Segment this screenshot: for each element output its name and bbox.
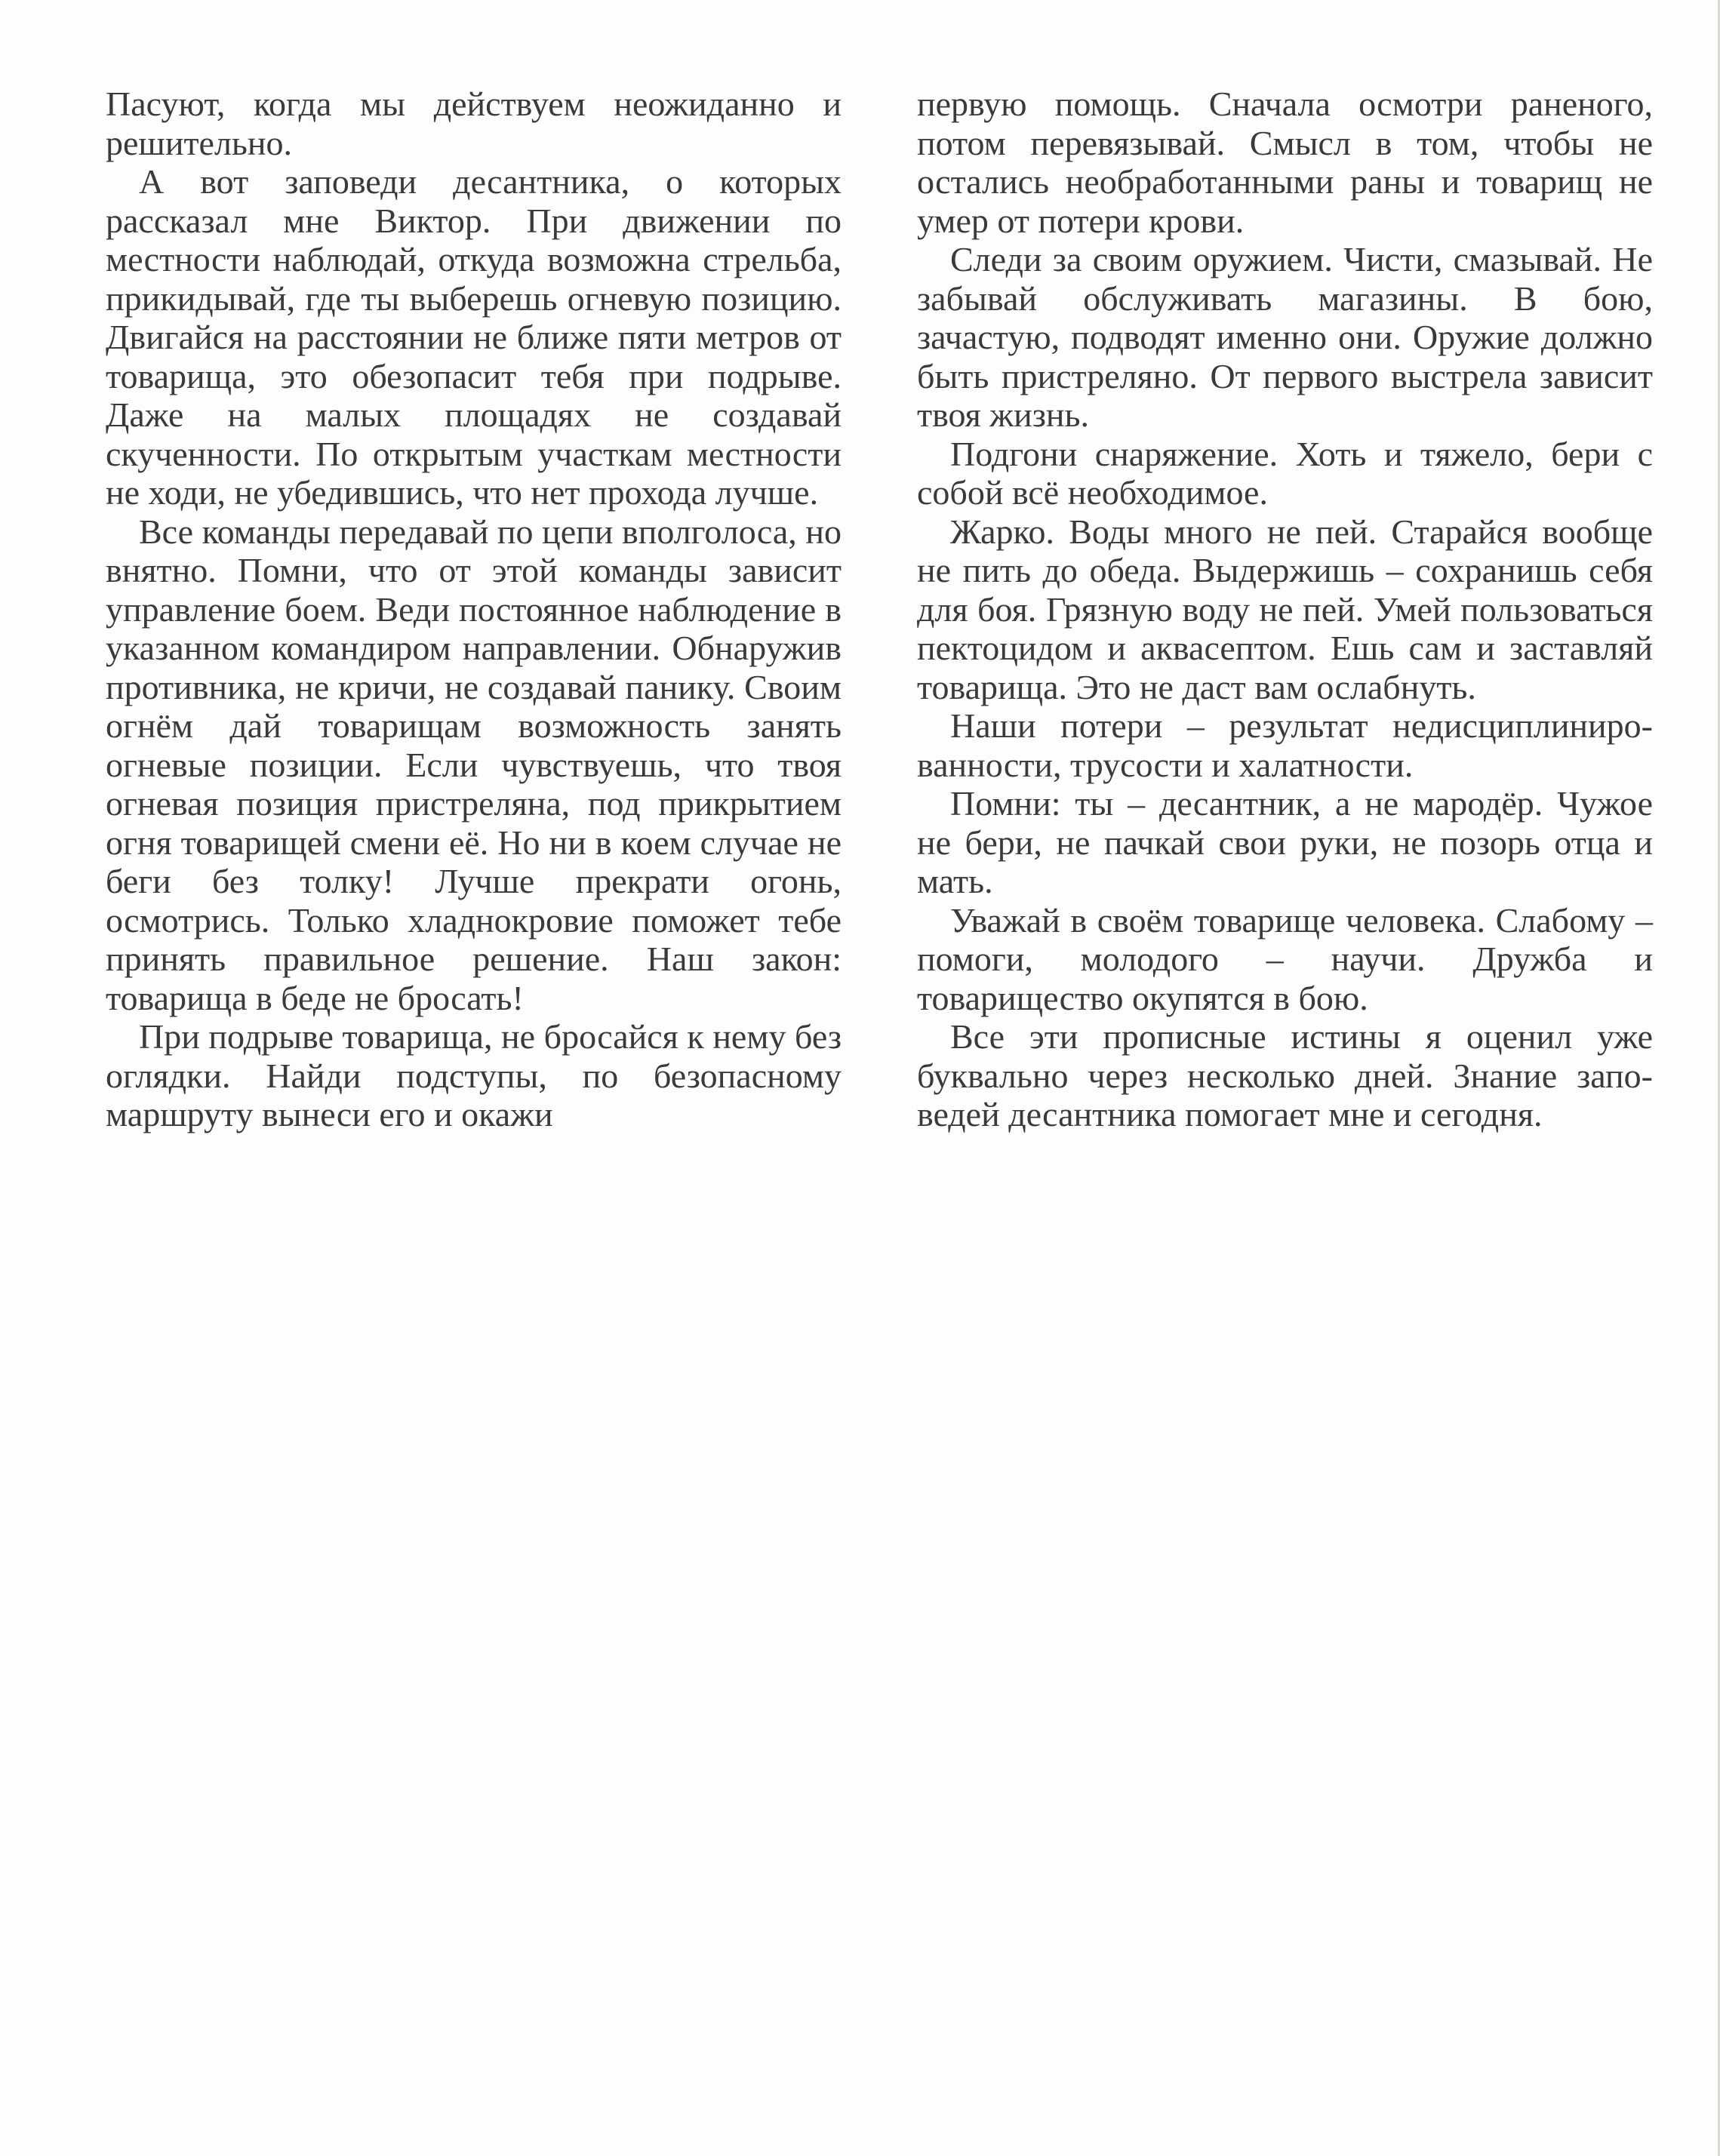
paragraph: При подрыве товарища, не бросайся к нему без оглядки. Найди подступы, по безопасному маршруту вынеси его и окажи — [106, 1017, 842, 1133]
paragraph: Следи за своим оружием. Чисти, смазывай. Не забывай обслуживать магазины. В бою, зачастую, подводят именно они. Оружие должно быть пристреляно. От первого выстрела зависит твоя жизнь. — [917, 240, 1653, 434]
left-column — [106, 85, 842, 1134]
paragraph: Подгони снаряжение. Хоть и тяжело, бери с собой всё необходимое. — [917, 434, 1653, 512]
paragraph: Жарко. Воды много не пей. Старайся вообще не пить до обеда. Выдержишь – сохранишь себя для боя. Грязную воду не пей. Умей пользоваться пектоцидом и аквасептом. Ешь сам и заставляй товарища. Это не даст вам ослабнуть. — [917, 512, 1653, 706]
paragraph: Пасуют, когда мы действуем неожиданно и решительно. — [106, 85, 842, 162]
paragraph: Помни: ты – десантник, а не мародёр. Чужое не бери, не пачкай свои руки, не позорь отца и мать. — [917, 784, 1653, 900]
paragraph: первую помощь. Сначала осмотри раненого, потом перевязывай. Смысл в том, чтобы не остались необработанными раны и товарищ не умер от потери крови. — [917, 85, 1653, 240]
paragraph: А вот заповеди десантника, о которых рассказал мне Виктор. При движении по местности наблюдай, откуда возможна стрельба, прикидывай, где ты выберешь огневую позицию. Двигайся на расстоянии не ближе пяти метров от товарища, это обезопасит тебя при подрыве. Даже на малых площадях не создавай скученности. По открытым участкам местности не ходи, не убедившись, что нет прохода лучше. — [106, 162, 842, 512]
paragraph: Уважай в своём товарище человека. Слабому – помоги, молодого – научи. Дружба и товарищество окупятся в бою. — [917, 900, 1653, 1017]
paragraph: Наши потери – результат недисциплинированности, трусости и халатности. — [917, 706, 1653, 784]
paragraph: Все эти прописные истины я оценил уже буквально через несколько дней. Знание заповедей десантника помогает мне и сегодня. — [917, 1017, 1653, 1133]
paragraph: Все команды передавай по цепи вполголоса, но внятно. Помни, что от этой команды зависит управление боем. Веди постоянное наблюдение в указанном командиром направлении. Обнаружив противника, не кричи, не создавай панику. Своим огнём дай товарищам возможность занять огневые позиции. Если чувствуешь, что твоя огневая позиция пристреляна, под прикрытием огня товарищей смени её. Но ни в коем случае не беги без толку! Лучше прекрати огонь, осмотрись. Только хладнокровие поможет тебе принять правильное решение. Наш закон: товарища в беде не бросать! — [106, 512, 842, 1017]
right-column — [917, 85, 1653, 1134]
